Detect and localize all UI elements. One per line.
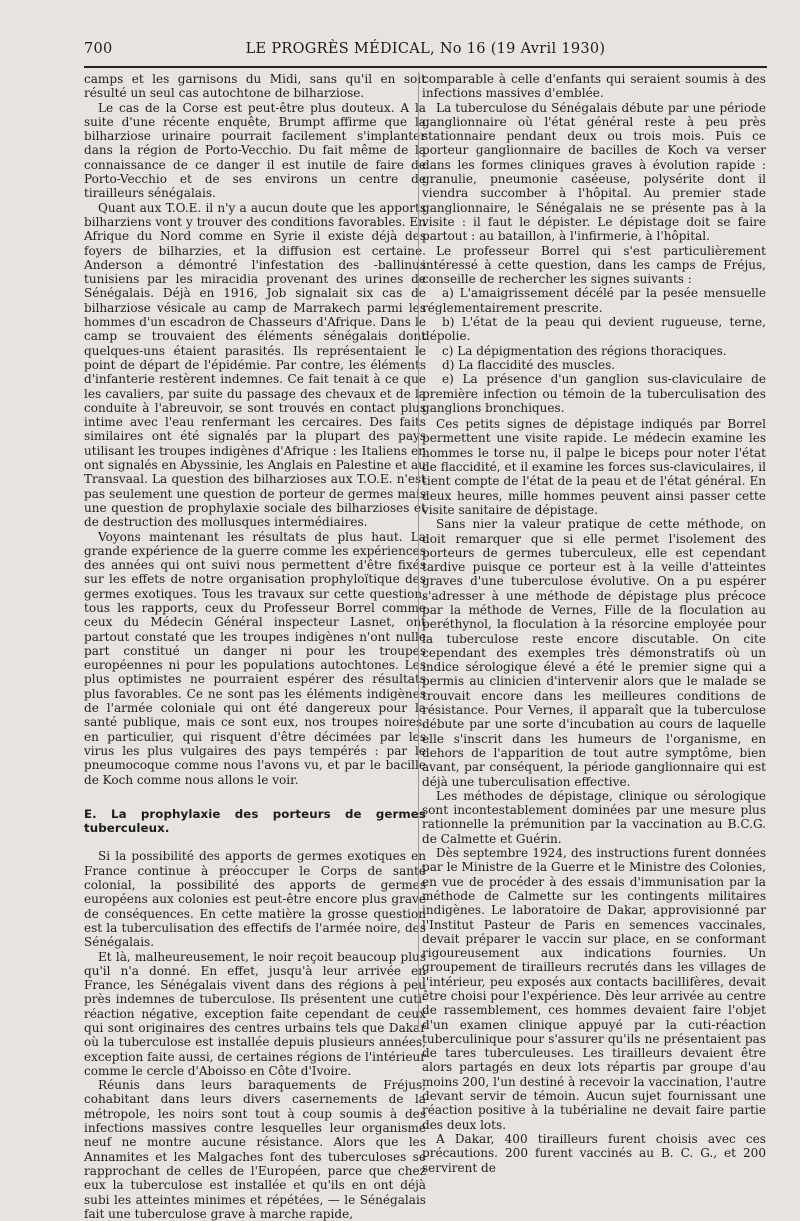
paragraph: Et là, malheureusement, le noir reçoit beaucoup plus qu'il n'a donné. En effet, jusqu'à leur arrivée en France, les Sénégalais vivent dans des régions à peu près indemnes de tuberculose. Ils présentent une cuti-réaction négative, exception faite cependant de ceux qui sont originaires des centres urbains tels que Dakar où la tuberculose est installée depuis plusieurs années, exception faite aussi, de certaines régions de l'intérieur comme le cercle d'Aboisso en Côte d'Ivoire. <box>84 949 426 1078</box>
paragraph: Le professeur Borrel qui s'est particulièrement intéressé à cette question, dans les camps de Fréjus, conseille de rechercher les signes suivants : <box>422 243 766 287</box>
paragraph: comparable à celle d'enfants qui seraient soumis à des infections massives d'emblée. <box>422 72 766 101</box>
paragraph: La tuberculose du Sénégalais débute par une période ganglionnaire où l'état général reste à peu près stationnaire pendant deux ou trois mois. Puis ce porteur ganglionnaire de bacilles de Koch va verser dans les formes cliniques graves à évolution rapide : granulie, pneumonie caséeuse, polysérite dont il viendra succomber à l'hôpital. Au premier stade ganglionnaire, le Sénégalais ne se présente pas à la visite : il faut le dépister. Le dépistage doit se faire partout : au bataillon, à l'infirmerie, à l'hôpital. <box>422 100 766 244</box>
page-number: 700 <box>84 41 113 57</box>
sign-item: e) La présence d'un ganglion sus-claviculaire de première infection ou témoin de la tuberculisation des ganglions bronchiques. <box>422 372 766 415</box>
header-rule <box>84 66 767 68</box>
left-column <box>84 72 426 1221</box>
paragraph: Ces petits signes de dépistage indiqués par Borrel permettent une visite rapide. Le médecin examine les hommes le torse nu, il palpe le biceps pour noter l'état de flaccidité, et il examine les forces sus-claviculaires, il tient compte de l'état de la peau et de l'état général. En deux heures, mille hommes peuvent ainsi passer cette visite sanitaire de dépistage. <box>422 417 766 517</box>
paragraph: Les méthodes de dépistage, clinique ou sérologique sont incontestablement dominées par une mesure plus rationnelle la prémunition par la vaccination au B.C.G. de Calmette et Guérin. <box>422 788 766 846</box>
running-title: LE PROGRÈS MÉDICAL, No 16 (19 Avril 1930) <box>245 41 606 57</box>
paragraph: Le cas de la Corse est peut-être plus douteux. A la suite d'une récente enquête, Brumpt affirme que la bilharziose urinaire pourrait facilement s'implanter dans la région de Porto-Vecchio. Du fait même de la connaissance de ce danger il est inutile de faire de Porto-Vecchio et de ses environs un centre de tirailleurs sénégalais. <box>84 100 426 201</box>
sign-item: c) La dépigmentation des régions thoraciques. <box>442 343 727 358</box>
sign-item: b) L'état de la peau qui devient rugueuse, terne, dépolie. <box>422 315 766 344</box>
paragraph: Quant aux T.O.E. il n'y a aucun doute que les apports bilharziens vont y trouver des conditions favorables. En Afrique du Nord comme en Syrie il existe déjà des foyers de bilharzies, et la diffusion est certaine. Anderson a démontré l'infestation des -ballinus tunisiens par les miracidia provenant des urines de Sénégalais. Déjà en 1916, Job signalait six cas de bilharziose vésicale au camp de Marrakech parmi les hommes d'un escadron de Chasseurs d'Afrique. Dans le camp se trouvaient des éléments sénégalais dont quelques-uns étaient parasités. Ils représentaient le point de départ de l'épidémie. Par contre, les éléments d'infanterie restèrent indemnes. Ce fait tenait à ce que les cavaliers, par suite du passage des chevaux et de la conduite à l'abreuvoir, se sont trouvés en contact plus intime avec l'eau renfermant les cercaires. Des faits similaires ont été signalés par la plupart des pays utilisant les troupes indigènes d'Afrique : les Italiens en ont signalés en Abyssinie, les Anglais en Palestine et au Transvaal. La question des bilharzioses aux T.O.E. n'est pas seulement une question de porteur de germes mais une question de prophylaxie sociale des bilharzioses et de destruction des mollusques intermédiaires. <box>84 200 426 530</box>
right-column <box>422 72 766 1175</box>
sign-item: a) L'amaigrissement décélé par la pesée mensuelle réglementairement prescrite. <box>422 286 766 315</box>
paragraph: Réunis dans leurs baraquements de Fréjus, cohabitant dans leurs divers casernements de la métropole, les noirs sont tout à coup soumis à des infections massives contre lesquelles leur organisme neuf ne montre aucune résistance. Alors que les Annamites et les Malgaches font des tuberculoses se rapprochant de celles de l'Européen, parce que chez eux la tuberculose est installée et qu'ils en ont déjà subi les atteintes minimes et répétées, — le Sénégalais fait une tuberculose grave à marche rapide, <box>84 1078 426 1221</box>
column-divider <box>418 72 419 1032</box>
paragraph: Si la possibilité des apports de germes exotiques en France continue à préoccuper le Corps de santé colonial, la possibilité des apports de germes européens aux colonies est peut-être encore plus grave de conséquences. En cette matière la grosse question est la tuberculisation des effectifs de l'armée noire, des Sénégalais. <box>84 849 426 950</box>
paragraph: camps et les garnisons du Midi, sans qu'il en soit résulté un seul cas autochtone de bilharziose. <box>84 72 426 101</box>
paragraph: A Dakar, 400 tirailleurs furent choisis avec ces précautions. 200 furent vaccinés au B. C. G., et 200 servirent de <box>422 1131 766 1175</box>
section-heading: E. La prophylaxie des porteurs de germes tuberculeux. <box>84 806 426 836</box>
paragraph: Dès septembre 1924, des instructions furent données par le Ministre de la Guerre et le Ministre des Colonies, en vue de procéder à des essais d'immunisation par la méthode de Calmette sur les contingents militaires indigènes. Le laboratoire de Dakar, approvisionné par l'Institut Pasteur de Paris en semences vaccinales, devait préparer le vaccin sur place, en se conformant rigoureusement aux indications fournies. Un groupement de tirailleurs recrutés dans les villages de l'intérieur, peu exposés aux contacts bacillifères, devait être choisi pour l'expérience. Dès leur arrivée au centre de rassemblement, ces hommes devaient faire l'objet d'un examen clinique appuyé par la cuti-réaction tuberculinique pour s'assurer qu'ils ne présentaient pas de tares tuberculeuses. Les tirailleurs devaient être alors partagés en deux lots répartis par groupe d'au moins 200, l'un destiné à recevoir la vaccination, l'autre devant servir de témoin. Aucun sujet fournissant une réaction positive à la tubérialine ne devait faire partie des deux lots. <box>422 846 766 1132</box>
paragraph: Sans nier la valeur pratique de cette méthode, on doit remarquer que si elle permet l'isolement des porteurs de germes tuberculeux, elle est cependant tardive puisque ce porteur est à la veille d'atteintes graves d'une tuberculose évolutive. On a pu espérer s'adresser à une méthode de dépistage plus précoce par la méthode de Vernes, Fille de la floculation au peréthynol, la floculation à la résorcine employée pour la tuberculose reste encore discutable. On cite cependant des exemples très démonstratifs où un indice sérologique élevé a été le premier signe qui a permis au clinicien d'intervenir alors que le malade se trouvait encore dans les meilleures conditions de résistance. Pour Vernes, il apparaît que la tuberculose débute par une sorte d'incubation au cours de laquelle elle s'inscrit dans les humeurs de l'organisme, en dehors de l'apparition de tout autre symptôme, bien avant, par conséquent, la période ganglionnaire qui est déjà une tuberculisation effective. <box>422 517 766 789</box>
page-header <box>84 39 767 61</box>
paragraph: Voyons maintenant les résultats de plus haut. La grande expérience de la guerre comme les expériences des années qui ont suivi nous permettent d'être fixés sur les effets de notre organisation prophyloïtique des germes exotiques. Tous les travaux sur cette question, tous les rapports, ceux du Professeur Borrel comme ceux du Médecin Général inspecteur Lasnet, ont partout constaté que les troupes indigènes n'ont nulle part constitué un danger ni pour les troupes européennes ni pour les populations autochtones. Les plus optimistes ne pourraient espérer des résultats plus favorables. Ce ne sont pas les éléments indigènes de l'armée coloniale qui ont été dangereux pour la santé publique, mais ce sont eux, nos troupes noires, en particulier, qui risquent d'être décimées par les virus les plus vulgaires des pays tempérés : par le pneumocoque comme nous l'avons vu, et par le bacille de Koch comme nous allons le voir. <box>84 529 426 787</box>
sign-item: d) La flaccidité des muscles. <box>442 357 616 372</box>
